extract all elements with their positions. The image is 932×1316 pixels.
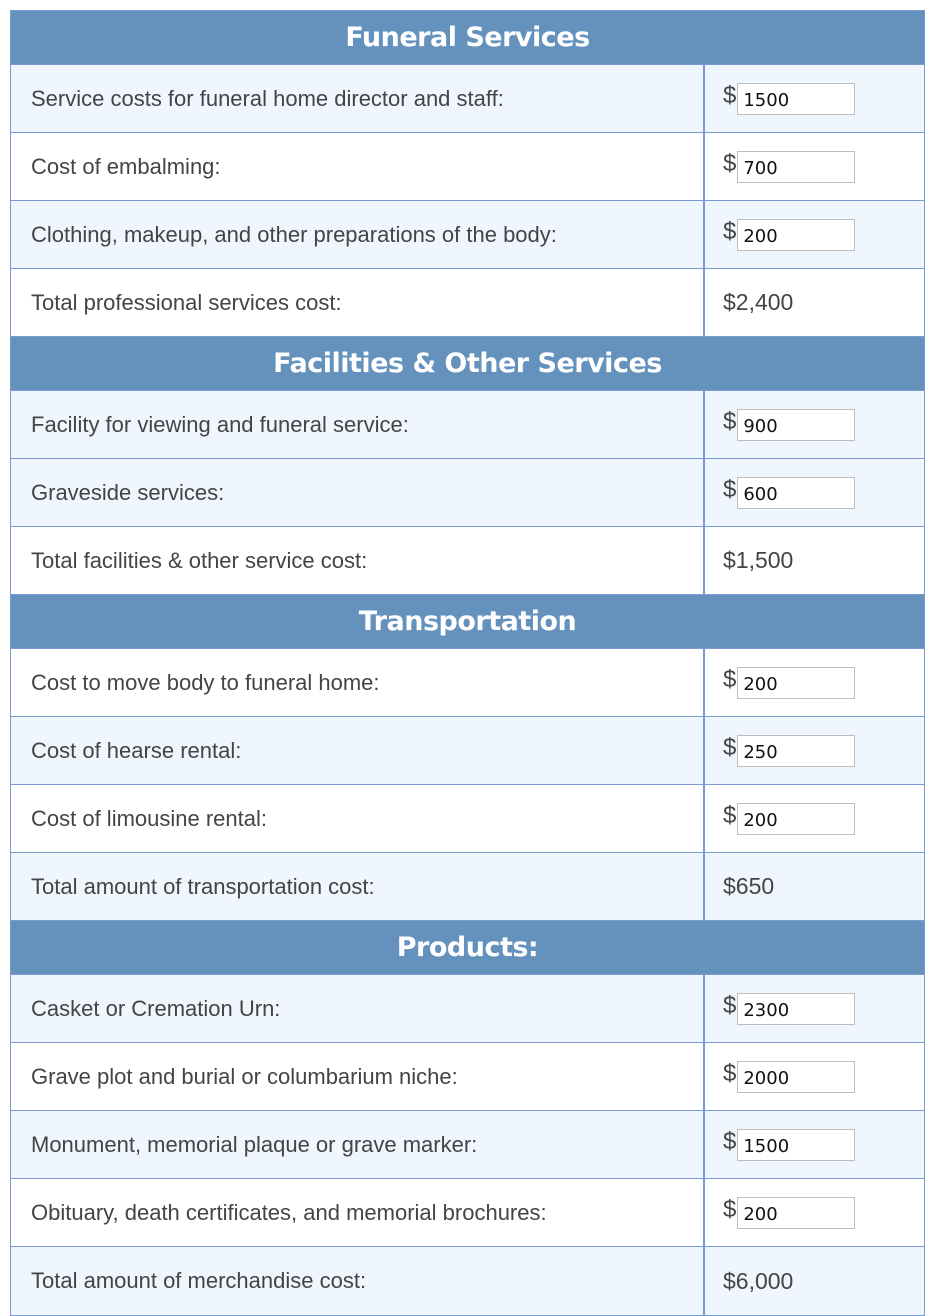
row-label: Grave plot and burial or columbarium niche: (11, 1043, 705, 1110)
total-value-cell (705, 1247, 924, 1315)
row-value-cell (705, 649, 924, 716)
move-body-cost-input[interactable] (737, 667, 855, 699)
row-graveside-services (11, 459, 924, 527)
row-value-cell (705, 133, 924, 200)
limousine-rental-cost-input[interactable] (737, 803, 855, 835)
director-staff-cost-input[interactable] (737, 83, 855, 115)
grave-plot-cost-input[interactable] (737, 1061, 855, 1093)
row-label: Cost to move body to funeral home: (11, 649, 705, 716)
dollar-sign: $ (723, 407, 737, 435)
row-label: Casket or Cremation Urn: (11, 975, 705, 1042)
casket-urn-cost-input[interactable] (737, 993, 855, 1025)
row-value-cell (705, 65, 924, 132)
row-value-cell (705, 391, 924, 458)
row-value-cell (705, 1111, 924, 1178)
row-value-cell (705, 1043, 924, 1110)
total-value-cell (705, 269, 924, 336)
row-monument (11, 1111, 924, 1179)
graveside-services-cost-input[interactable] (737, 477, 855, 509)
section-header-products: Products: (11, 921, 924, 975)
row-label: Graveside services: (11, 459, 705, 526)
dollar-sign: $ (723, 1127, 737, 1155)
dollar-sign: $ (723, 475, 737, 503)
row-value-cell (705, 459, 924, 526)
row-label: Cost of hearse rental: (11, 717, 705, 784)
row-label: Monument, memorial plaque or grave marker: (11, 1111, 705, 1178)
row-label: Obituary, death certificates, and memorial brochures: (11, 1179, 705, 1246)
row-funeral-director-staff (11, 65, 924, 133)
embalming-cost-input[interactable] (737, 151, 855, 183)
row-obituary (11, 1179, 924, 1247)
row-value-cell (705, 975, 924, 1042)
row-label: Cost of limousine rental: (11, 785, 705, 852)
body-preparation-cost-input[interactable] (737, 219, 855, 251)
row-value-cell (705, 785, 924, 852)
row-label: Service costs for funeral home director and staff: (11, 65, 705, 132)
total-professional-services-value: $2,400 (723, 289, 794, 315)
row-value-cell (705, 1179, 924, 1246)
dollar-sign: $ (723, 665, 737, 693)
dollar-sign: $ (723, 81, 737, 109)
total-label: Total amount of merchandise cost: (11, 1247, 705, 1315)
row-hearse-rental (11, 717, 924, 785)
row-move-body (11, 649, 924, 717)
section-header-funeral-services: Funeral Services (11, 11, 924, 65)
dollar-sign: $ (723, 217, 737, 245)
monument-cost-input[interactable] (737, 1129, 855, 1161)
dollar-sign: $ (723, 801, 737, 829)
row-body-preparation (11, 201, 924, 269)
row-total-professional-services (11, 269, 924, 337)
dollar-sign: $ (723, 991, 737, 1019)
dollar-sign: $ (723, 149, 737, 177)
row-label: Cost of embalming: (11, 133, 705, 200)
row-limousine-rental (11, 785, 924, 853)
row-value-cell (705, 201, 924, 268)
row-label: Facility for viewing and funeral service: (11, 391, 705, 458)
total-merchandise-value: $6,000 (723, 1267, 794, 1294)
dollar-sign: $ (723, 1195, 737, 1223)
total-value-cell (705, 853, 924, 920)
total-label: Total facilities & other service cost: (11, 527, 705, 594)
row-label: Clothing, makeup, and other preparations of the body: (11, 201, 705, 268)
total-facilities-value: $1,500 (723, 547, 794, 573)
total-transportation-value: $650 (723, 873, 775, 899)
row-value-cell (705, 717, 924, 784)
dollar-sign: $ (723, 733, 737, 761)
total-value-cell (705, 527, 924, 594)
section-header-transportation: Transportation (11, 595, 924, 649)
viewing-facility-cost-input[interactable] (737, 409, 855, 441)
row-total-transportation (11, 853, 924, 921)
row-total-merchandise (11, 1247, 924, 1315)
row-embalming (11, 133, 924, 201)
row-grave-plot (11, 1043, 924, 1111)
obituary-cost-input[interactable] (737, 1197, 855, 1229)
row-casket-urn (11, 975, 924, 1043)
total-label: Total professional services cost: (11, 269, 705, 336)
hearse-rental-cost-input[interactable] (737, 735, 855, 767)
dollar-sign: $ (723, 1059, 737, 1087)
funeral-cost-calculator (10, 10, 925, 1316)
total-label: Total amount of transportation cost: (11, 853, 705, 920)
row-viewing-facility (11, 391, 924, 459)
section-header-facilities: Facilities & Other Services (11, 337, 924, 391)
row-total-facilities (11, 527, 924, 595)
